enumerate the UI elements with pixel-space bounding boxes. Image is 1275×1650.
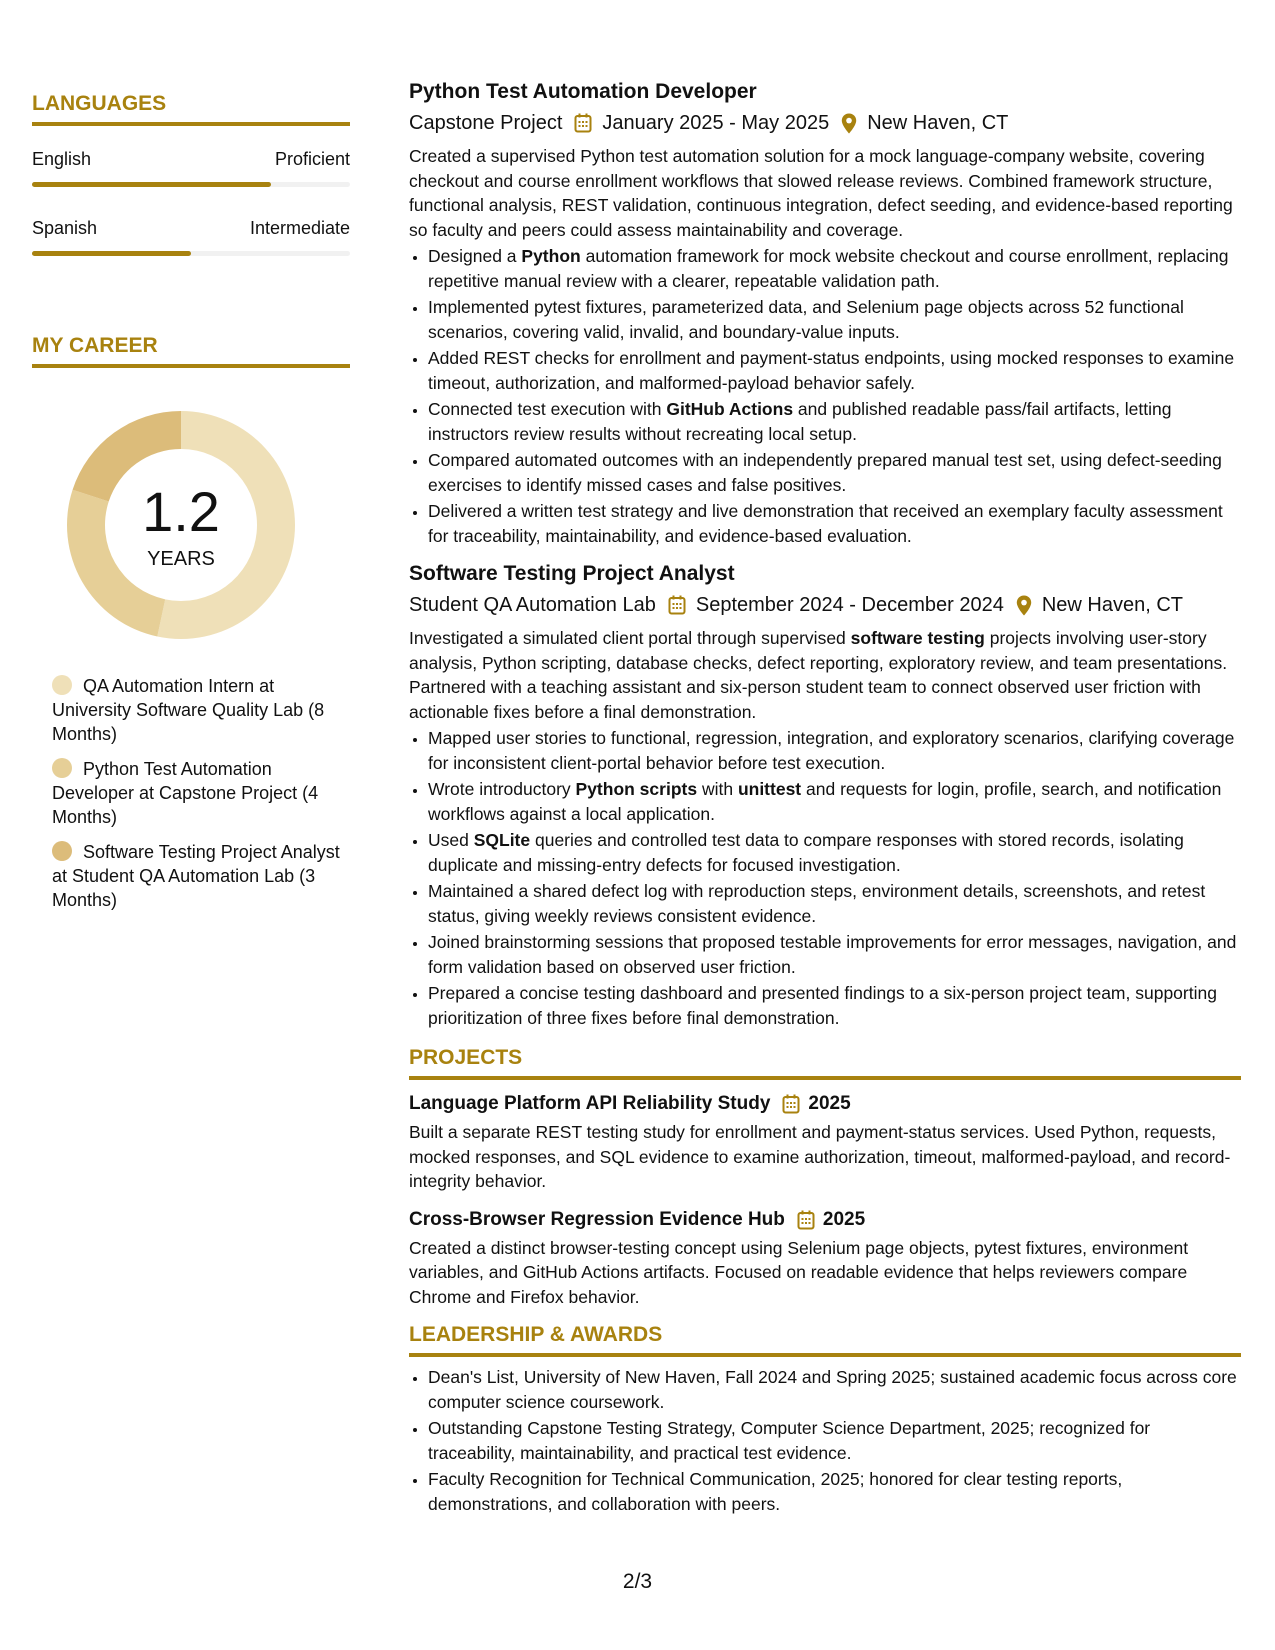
language-proficiency-bar (32, 251, 350, 256)
bullet-keyword: Python scripts (575, 779, 698, 799)
calendar-icon (782, 1094, 800, 1114)
job-bullet (428, 448, 1241, 497)
language-name: Spanish (32, 218, 98, 238)
career-legend (52, 674, 350, 912)
award-item: • Dean's List, University of New Haven, Fall 2024 and Spring 2025; sustained academic focus across core computer science coursework. (428, 1365, 1241, 1414)
award-item: • Faculty Recognition for Technical Communication, 2025; honored for clear testing reports, demonstrations, and collaboration with peers. (428, 1467, 1241, 1516)
job-location: New Haven, CT (1041, 594, 1183, 616)
projects-heading: PROJECTS (409, 1046, 1241, 1080)
legend-dot-icon (52, 758, 72, 778)
language-name: English (32, 149, 92, 169)
project-year: 2025 (822, 1208, 866, 1230)
career-legend-item (52, 757, 350, 829)
map-pin-icon (1016, 595, 1032, 616)
page-number: 2/3 (622, 1570, 653, 1593)
bullet-text: automation framework for mock website checkout and course enrollment, replacing repetitive manual review with a clearer, repeatable validation path. (428, 246, 1229, 291)
job-bullets (409, 244, 1241, 548)
awards-list (409, 1365, 1241, 1516)
bullet-text: Prepared a concise testing dashboard and presented findings to a six-person project team, supporting prioritization of three fixes before final demonstration. (428, 983, 1217, 1028)
bullet-keyword: SQLite (473, 830, 531, 850)
bullet-text: queries and controlled test data to compare responses with stored records, isolating duplicate and missing-entry defects for focused investigation. (428, 830, 1184, 875)
summary-text: projects involving user-story analysis, Python scripting, database checks, defect reporting, exploratory review, and team presentations. Partnered with a teaching assistant and six-person student team to connect observed user friction with actionable fixes before a final demonstration. (409, 628, 1228, 722)
language-item (32, 148, 350, 187)
bullet-text: and requests for login, profile, search, and notification workflows against a local application. (428, 779, 1222, 824)
job-bullet (428, 244, 1241, 293)
languages-heading: LANGUAGES (32, 92, 350, 126)
job-bullet (428, 930, 1241, 979)
project-description: Created a distinct browser-testing concept using Selenium page objects, pytest fixtures, environment variables, and GitHub Actions artifacts. Focused on readable evidence that helps reviewers compare Chrome and Firefox behavior. (409, 1237, 1189, 1307)
language-proficiency-fill (32, 182, 271, 187)
job-bullet (428, 397, 1241, 446)
job-bullet (428, 981, 1241, 1030)
career-total-years: 1.2 (142, 480, 220, 543)
summary-keyword: software testing (850, 628, 985, 648)
career-heading: MY CAREER (32, 334, 350, 368)
job-bullet (428, 828, 1241, 877)
legend-dot-icon (52, 841, 72, 861)
bullet-text: and published readable pass/fail artifacts, letting instructors review results without recreating local setup. (428, 399, 1172, 444)
project-description: Built a separate REST testing study for enrollment and payment-status services. Used Python, requests, mocked responses, and SQL evidence to examine authorization, timeout, malformed-payload, and record-integrity behavior. (409, 1122, 1231, 1191)
bullet-text: with (697, 779, 738, 799)
job-dates: January 2025 - May 2025 (602, 112, 830, 134)
job-meta (409, 108, 1241, 138)
job-dates: September 2024 - December 2024 (695, 594, 1004, 616)
project-title: Language Platform API Reliability Study (409, 1093, 771, 1114)
language-proficiency-fill (32, 251, 191, 256)
award-item: • Outstanding Capstone Testing Strategy, Computer Science Department, 2025; recognized for traceability, maintainability, and practical test evidence. (428, 1416, 1241, 1465)
project-year: 2025 (808, 1093, 851, 1114)
sidebar (32, 92, 350, 923)
bullet-text: Designed a (428, 246, 522, 266)
bullet-text: Connected test execution with (428, 399, 667, 419)
project-title: Cross-Browser Regression Evidence Hub (409, 1208, 785, 1230)
project-header (409, 1090, 1241, 1118)
job-location: New Haven, CT (867, 112, 1009, 134)
job-title: Software Testing Project Analyst (409, 562, 735, 585)
project-header (409, 1206, 1241, 1234)
calendar-icon (574, 113, 592, 133)
job-title: Python Test Automation Developer (409, 80, 757, 103)
bullet-text: Wrote introductory (428, 779, 576, 799)
language-proficiency-bar (32, 182, 350, 187)
job-bullet (428, 879, 1241, 928)
bullet-text: Added REST checks for enrollment and payment-status endpoints, using mocked responses to examine timeout, authorization, and malformed-payload behavior safely. (428, 348, 1235, 393)
language-level: Proficient (274, 149, 350, 169)
language-level: Intermediate (249, 218, 350, 238)
bullet-text: Implemented pytest fixtures, parameterized data, and Selenium page objects across 52 functional scenarios, covering valid, invalid, and boundary-value inputs. (428, 297, 1184, 342)
calendar-icon (797, 1210, 815, 1230)
job-company: Capstone Project (409, 112, 563, 134)
bullet-keyword: Python (521, 246, 581, 266)
experience-entry (409, 560, 1241, 1030)
bullet-text: Joined brainstorming sessions that proposed testable improvements for error messages, navigation, and form validation based on observed user friction. (428, 932, 1237, 977)
job-bullet (428, 499, 1241, 548)
bullet-text: Mapped user stories to functional, regression, integration, and exploratory scenarios, clarifying coverage for inconsistent client-portal behavior before test execution. (428, 728, 1235, 773)
calendar-icon (668, 595, 686, 615)
job-bullet (428, 346, 1241, 395)
career-total-unit: YEARS (147, 548, 215, 570)
experience-entry (409, 78, 1241, 548)
bullet-text: Maintained a shared defect log with reproduction steps, environment details, screenshots, and retest status, giving weekly reviews consistent evidence. (428, 881, 1206, 926)
career-legend-text: Python Test Automation Developer at Capstone Project (4 Months) (52, 759, 319, 827)
job-bullet (428, 777, 1241, 826)
career-legend-item (52, 674, 350, 746)
career-legend-item (52, 840, 350, 912)
project-entry (409, 1090, 1241, 1194)
job-company: Student QA Automation Lab (409, 594, 656, 616)
main-content (409, 78, 1241, 1518)
job-meta (409, 590, 1241, 620)
job-summary (409, 626, 1241, 724)
career-legend-text: Software Testing Project Analyst at Student QA Automation Lab (3 Months) (52, 842, 340, 910)
job-bullets (409, 726, 1241, 1030)
map-pin-icon (841, 113, 857, 134)
bullet-text: Delivered a written test strategy and live demonstration that received an exemplary faculty assessment for traceability, maintainability, and evidence-based evaluation. (428, 501, 1223, 546)
bullet-text: Compared automated outcomes with an independently prepared manual test set, using defect-seeding exercises to identify missed cases and false positives. (428, 450, 1222, 495)
bullet-keyword: unittest (737, 779, 802, 799)
legend-dot-icon (52, 675, 72, 695)
language-item (32, 217, 350, 256)
career-donut-chart (66, 410, 296, 640)
awards-heading: LEADERSHIP & AWARDS (409, 1323, 1241, 1357)
summary-text: Investigated a simulated client portal through supervised (409, 628, 851, 648)
job-bullet (428, 295, 1241, 344)
project-entry (409, 1206, 1241, 1310)
bullet-text: Used (428, 830, 474, 850)
career-legend-text: QA Automation Intern at University Software Quality Lab (8 Months) (52, 676, 325, 744)
bullet-keyword: GitHub Actions (666, 399, 794, 419)
job-bullet (428, 726, 1241, 775)
job-summary: Created a supervised Python test automation solution for a mock language-company website, covering checkout and course enrollment workflows that slowed release reviews. Combined framework structure, functional analysis, REST validation, continuous integration, defect seeding, and evidence-based reporting so faculty and peers could assess maintainability and coverage. (409, 146, 1233, 240)
